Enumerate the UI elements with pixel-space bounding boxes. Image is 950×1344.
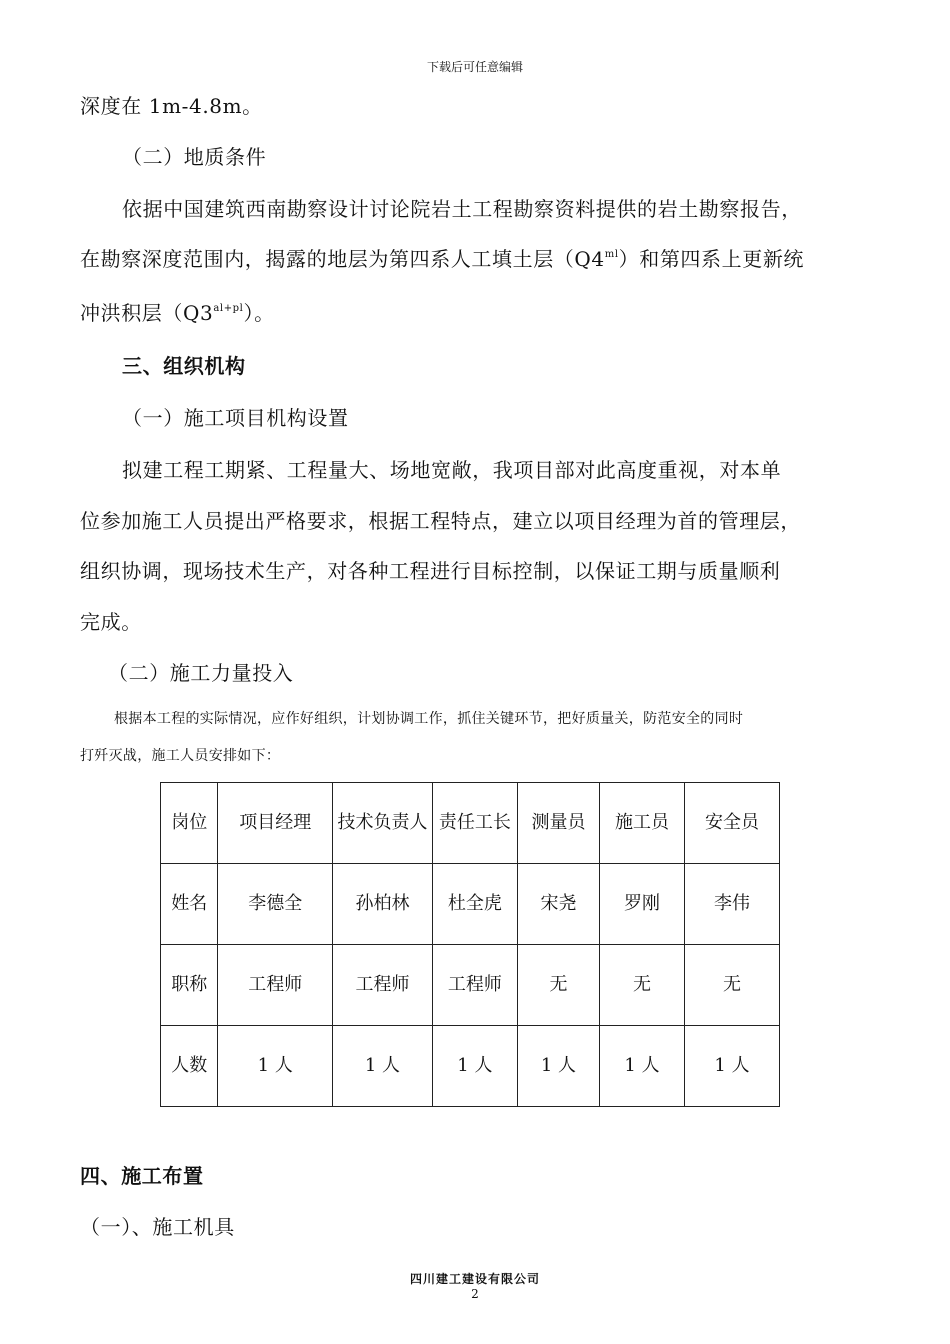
force-para-line-1: 根据本工程的实际情况，应作好组织，计划协调工作，抓住关键环节，把好质量关，防范安全的同时 [114, 711, 744, 727]
table-cell: 无 [600, 945, 685, 1026]
table-cell: 项目经理 [218, 783, 333, 864]
table-cell: 技术负责人 [333, 783, 433, 864]
table-cell: 施工员 [600, 783, 685, 864]
table-row [161, 1026, 780, 1107]
table-row [161, 864, 780, 945]
org-para-line-2: 位参加施工人员提出严格要求，根据工程特点，建立以项目经理为首的管理层， [80, 509, 801, 533]
row-label-position: 岗位 [161, 783, 218, 864]
subsection-machinery: （一）、施工机具 [80, 1215, 235, 1239]
table-cell: 李德全 [218, 864, 333, 945]
table-cell: 1 人 [600, 1026, 685, 1107]
stratum-sup-alpl: al+pl [213, 303, 244, 314]
stratum-sup-ml: ml [604, 249, 619, 260]
table-cell: 责任工长 [432, 783, 517, 864]
org-para-line-4: 完成。 [80, 610, 142, 634]
staff-table [160, 782, 780, 1107]
section-4-title: 四、施工布置 [80, 1164, 204, 1188]
table-cell: 宋尧 [517, 864, 599, 945]
subsection-force-input: （二）施工力量投入 [108, 661, 294, 685]
page-number: 2 [471, 1287, 479, 1301]
geology-heading: （二）地质条件 [122, 145, 267, 169]
row-label-name: 姓名 [161, 864, 218, 945]
table-cell: 无 [685, 945, 780, 1026]
table-cell: 安全员 [685, 783, 780, 864]
table-cell: 工程师 [432, 945, 517, 1026]
org-para-line-1: 拟建工程工期紧、工程量大、场地宽敞，我项目部对此高度重视，对本单 [122, 458, 782, 482]
table-cell: 工程师 [333, 945, 433, 1026]
force-para-line-2: 打歼灭战，施工人员安排如下： [80, 748, 281, 764]
table-cell: 工程师 [218, 945, 333, 1026]
subsection-org-setup: （一）施工项目机构设置 [122, 406, 349, 430]
row-label-title: 职称 [161, 945, 218, 1026]
table-cell: 无 [517, 945, 599, 1026]
row-label-count: 人数 [161, 1026, 218, 1107]
geology-para-line-2: 在勘察深度范围内，揭露的地层为第四系人工填土层$(Q4^{ml})$和第四系上更新统 [80, 247, 805, 271]
table-cell: 1 人 [333, 1026, 433, 1107]
table-cell: 杜全虎 [432, 864, 517, 945]
table-cell: 测量员 [517, 783, 599, 864]
table-row [161, 783, 780, 864]
section-3-title: 三、组织机构 [122, 354, 246, 378]
table-row [161, 945, 780, 1026]
geology-para-line-3: 冲洪积层$(Q3^{al+pl})$。 [80, 301, 275, 325]
page-header-note: 下载后可任意编辑 [426, 60, 523, 74]
depth-line: 深度在 1m-4.8m。 [80, 94, 263, 118]
table-cell: 1 人 [218, 1026, 333, 1107]
table-cell: 1 人 [685, 1026, 780, 1107]
footer-company: 四川建工建设有限公司 [409, 1272, 540, 1286]
table-cell: 孙柏林 [333, 864, 433, 945]
geology-para-line-1: 依据中国建筑西南勘察设计讨论院岩土工程勘察资料提供的岩土勘察报告， [122, 197, 802, 221]
org-para-line-3: 组织协调，现场技术生产，对各种工程进行目标控制，以保证工期与质量顺利 [80, 559, 781, 583]
table-cell: 李伟 [685, 864, 780, 945]
table-cell: 1 人 [432, 1026, 517, 1107]
table-cell: 罗刚 [600, 864, 685, 945]
table-cell: 1 人 [517, 1026, 599, 1107]
